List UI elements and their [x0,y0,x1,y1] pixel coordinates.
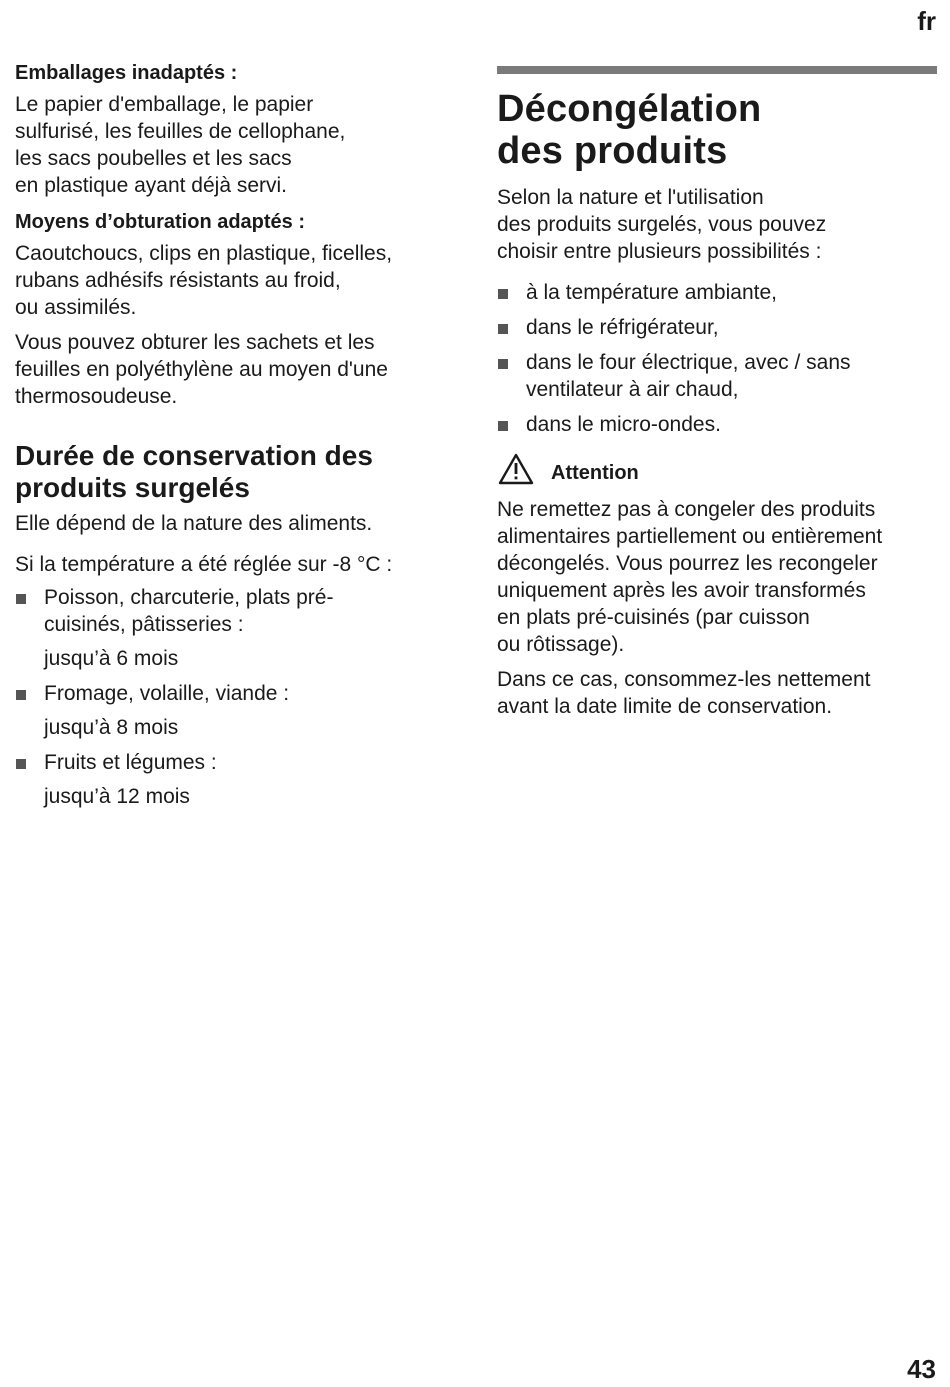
attention-notice [497,452,937,486]
page-number: 43 [907,1354,936,1384]
square-bullet-icon [16,594,26,604]
square-bullet-icon [498,289,508,299]
list-item [497,411,937,438]
food-category: Fromage, volaille, viande : [44,682,290,705]
food-category: Poisson, charcuterie, plats pré- cuisinés, pâtisseries : [44,586,334,636]
list-item [15,680,465,741]
storage-duration-intro: Elle dépend de la nature des aliments. [15,512,373,535]
defrost-option: dans le micro-ondes. [526,413,721,436]
storage-duration: jusqu’à 12 mois [44,785,190,808]
unsuitable-packaging-text: Le papier d'emballage, le papier sulfurisé, les feuilles de cellophane, les sacs poubelles et les sacs en plastique ayant déjà servi. [15,93,346,197]
language-tag: fr [917,6,936,36]
storage-duration-title: Durée de conservation des produits surgelés [15,440,373,503]
defrosting-title: Décongélation des produits [497,88,762,172]
defrosting-intro: Selon la nature et l'utilisation des produits surgelés, vous pouvez choisir entre plusieurs possibilités : [497,186,827,263]
square-bullet-icon [498,359,508,369]
list-item [497,279,937,306]
square-bullet-icon [16,690,26,700]
defrosting-options-list [497,279,937,438]
storage-duration: jusqu’à 8 mois [44,716,179,739]
list-item [15,749,465,810]
list-item [15,584,465,672]
left-column [15,60,465,818]
section-divider [497,66,937,74]
attention-text: Ne remettez pas à congeler des produits alimentaires partiellement ou entièrement décongelés. Vous pourrez les recongeler uniquement après les avoir transformés en plats pré-cuisinés (par cuisson ou rôtissage). [497,498,883,656]
defrost-option: à la température ambiante, [526,281,777,304]
defrost-option: dans le réfrigérateur, [526,316,719,339]
attention-text-2: Dans ce cas, consommez-les nettement avant la date limite de conservation. [497,668,871,718]
suitable-closures-text: Caoutchoucs, clips en plastique, ficelles, rubans adhésifs résistants au froid, ou assimilés. [15,242,393,319]
suitable-closures-heading: Moyens d’obturation adaptés : [15,211,306,233]
storage-duration-list [15,584,465,810]
square-bullet-icon [498,421,508,431]
list-item [497,349,937,403]
food-category: Fruits et légumes : [44,751,217,774]
right-column [497,66,937,728]
square-bullet-icon [498,324,508,334]
defrost-option: dans le four électrique, avec / sans ventilateur à air chaud, [526,351,851,401]
unsuitable-packaging-heading: Emballages inadaptés : [15,62,238,84]
temperature-line: Si la température a été réglée sur -8 °C : [15,553,393,576]
storage-duration: jusqu’à 6 mois [44,647,179,670]
warning-triangle-icon [497,452,535,486]
attention-label: Attention [551,462,639,484]
list-item [497,314,937,341]
square-bullet-icon [16,759,26,769]
heat-sealer-text: Vous pouvez obturer les sachets et les feuilles en polyéthylène au moyen d'une thermosoudeuse. [15,331,388,408]
